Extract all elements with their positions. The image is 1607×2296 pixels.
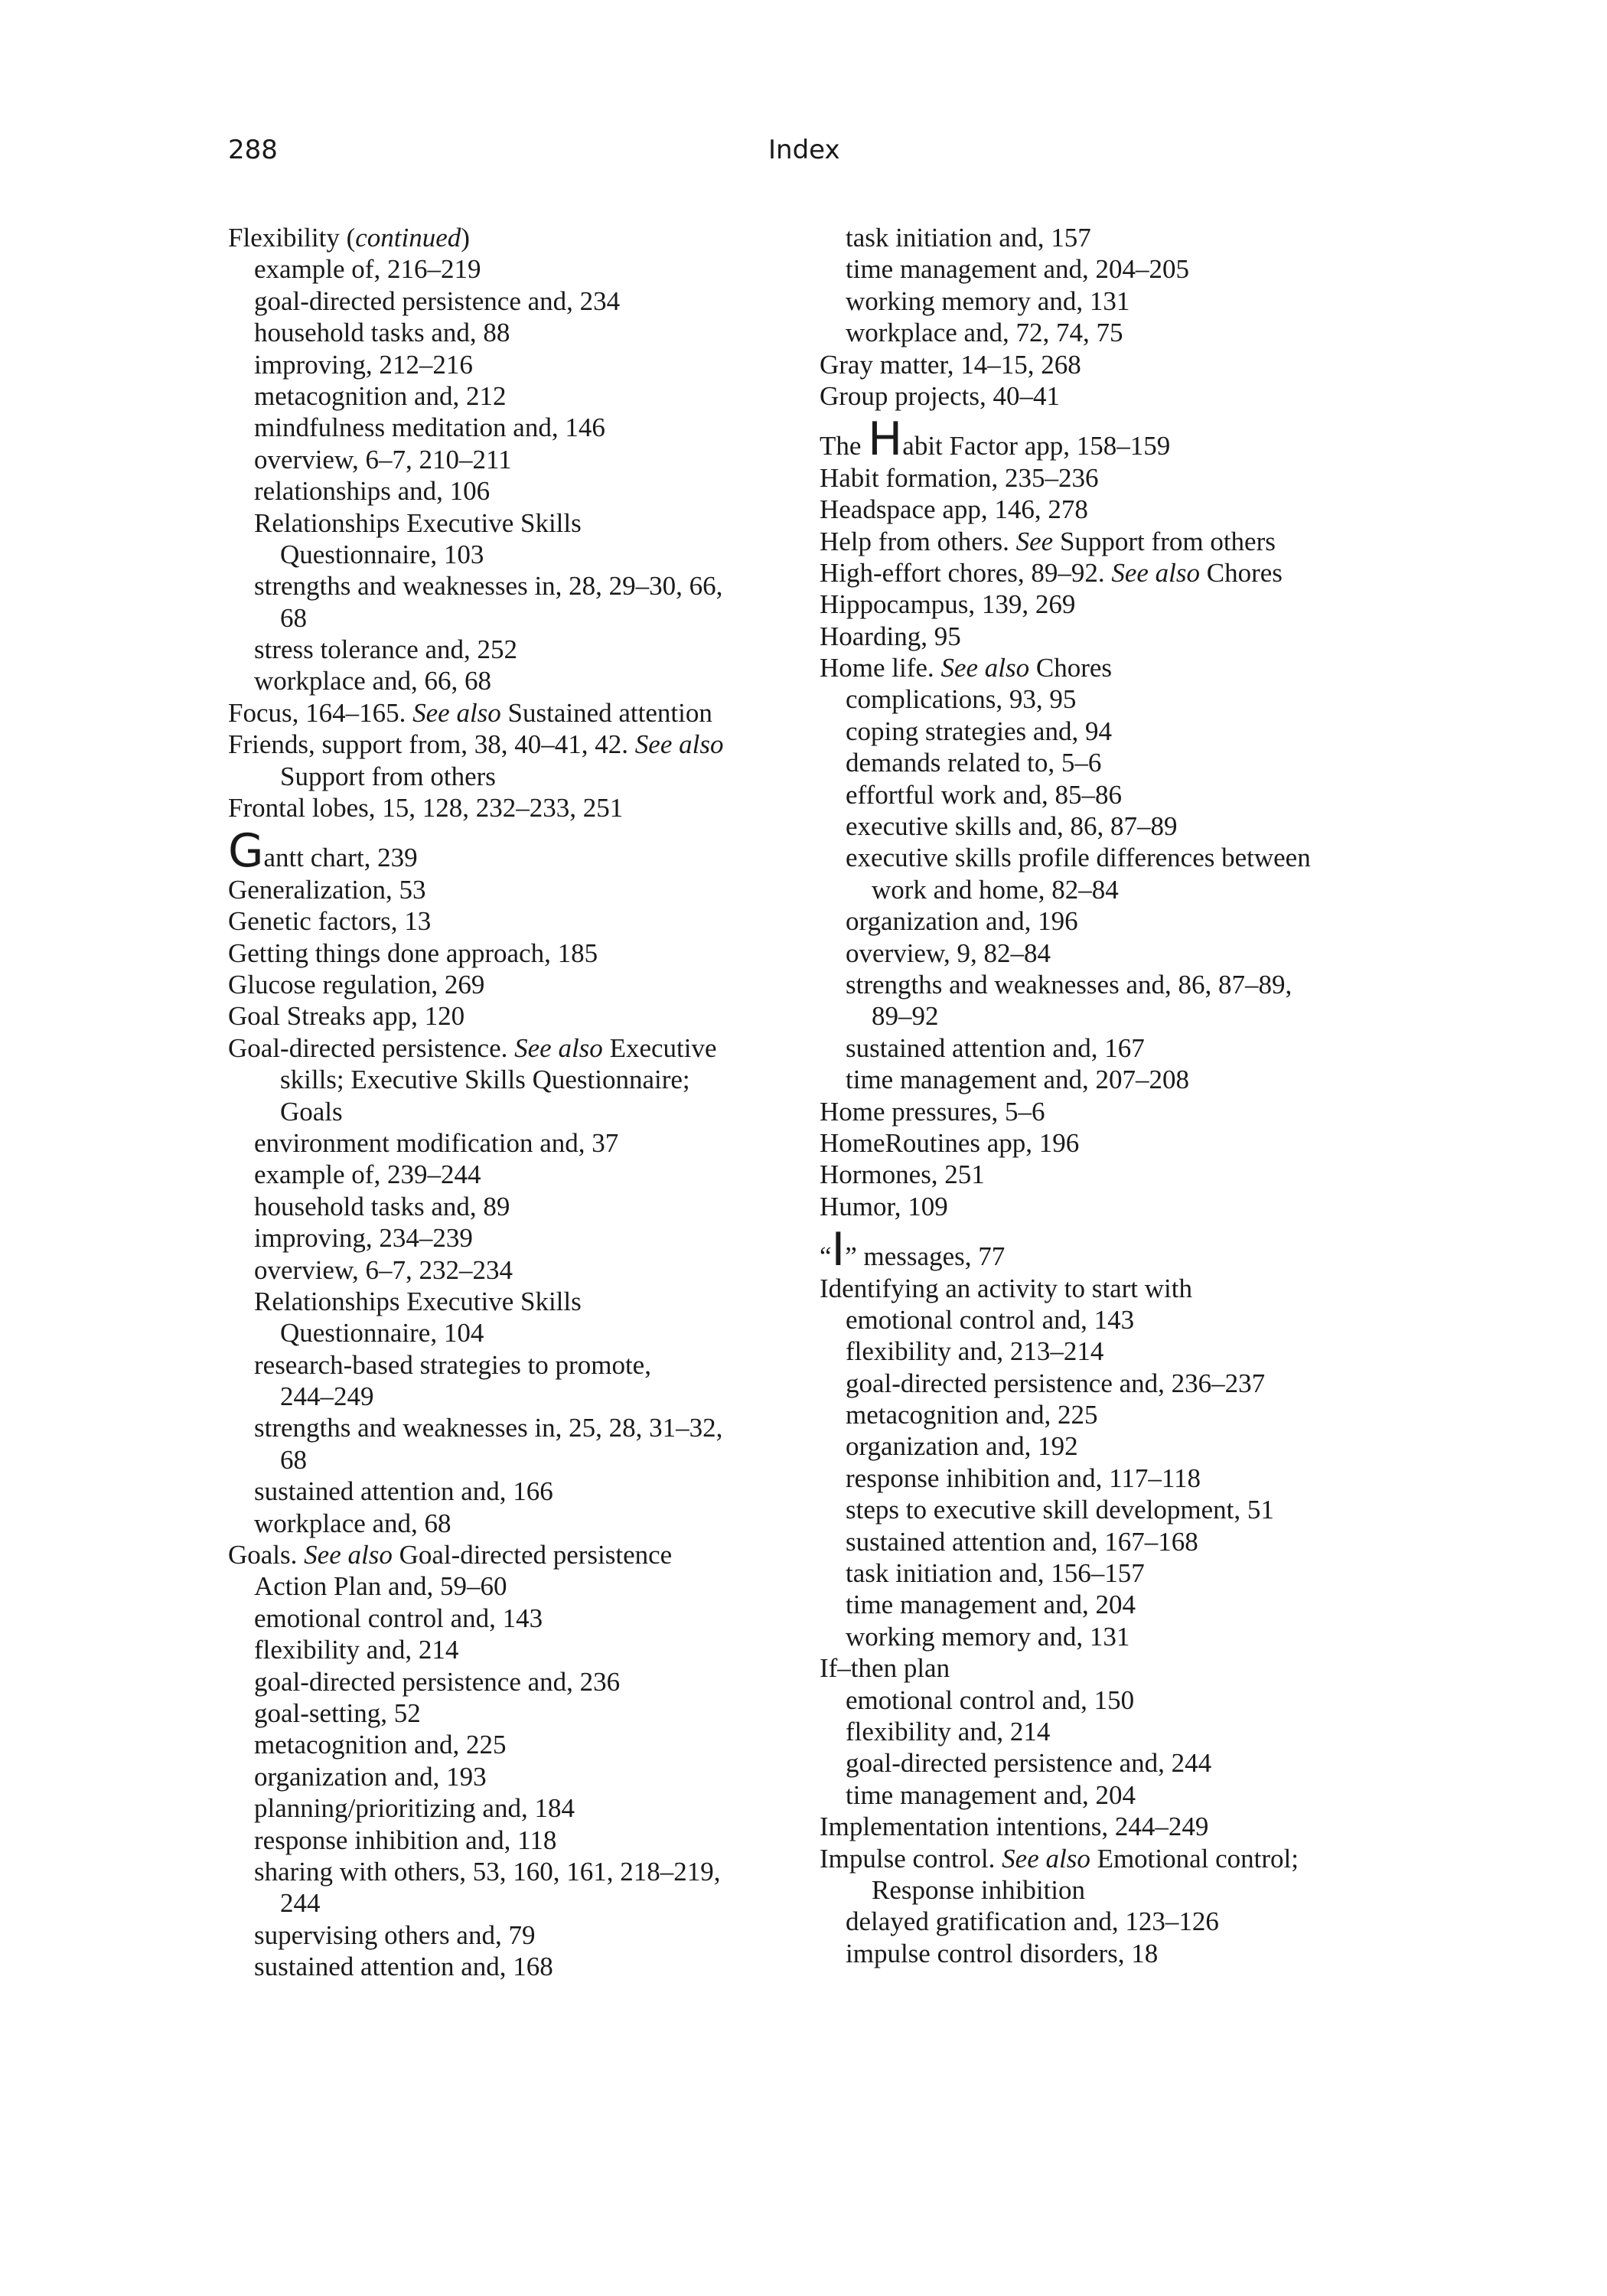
index-entry	[820, 557, 1311, 589]
entry-text: overview, 6–7, 210–211	[254, 444, 512, 475]
entry-text: goal-directed persistence and, 236–237	[846, 1368, 1266, 1398]
index-subentry	[228, 1603, 723, 1634]
index-subentry	[820, 938, 1311, 969]
entry-text: impulse control disorders, 18	[846, 1938, 1159, 1968]
index-continuation	[228, 1096, 723, 1127]
index-subentry	[228, 507, 723, 539]
index-subentry	[228, 1222, 723, 1254]
entry-text: executive skills and, 86, 87–89	[846, 811, 1178, 842]
index-subentry	[820, 810, 1311, 842]
index-entry	[228, 969, 723, 1000]
index-subentry	[228, 444, 723, 475]
entry-text: Sustained attention	[500, 697, 712, 728]
index-entry	[228, 874, 723, 905]
entry-text: Support from others	[280, 761, 496, 791]
index-subentry	[820, 1304, 1311, 1336]
index-subentry	[820, 1938, 1311, 1969]
entry-text: Chores	[1200, 557, 1283, 588]
index-subentry	[820, 842, 1311, 873]
entry-text: abit Factor app, 158–159	[902, 431, 1171, 461]
entry-text: Hippocampus, 139, 269	[820, 589, 1076, 620]
entry-text: Generalization, 53	[228, 874, 426, 905]
index-continuation	[228, 1064, 723, 1095]
entry-text: Goal-directed persistence.	[228, 1032, 515, 1063]
section-gap	[820, 1222, 1311, 1241]
entry-text: goal-directed persistence and, 236	[254, 1666, 621, 1697]
entry-text: organization and, 196	[846, 906, 1078, 937]
entry-text: Hoarding, 95	[820, 621, 961, 651]
index-subentry	[228, 1191, 723, 1222]
entry-text: 244–249	[280, 1381, 374, 1412]
entry-text: environment modification and, 37	[254, 1127, 619, 1158]
entry-text: task initiation and, 157	[846, 223, 1091, 253]
section-letter: I	[831, 1223, 846, 1277]
index-subentry	[820, 285, 1311, 317]
index-subentry	[228, 475, 723, 507]
entry-text: Hormones, 251	[820, 1159, 985, 1190]
entry-text: Action Plan and, 59–60	[254, 1571, 507, 1602]
entry-text: 89–92	[872, 1001, 939, 1032]
entry-text: flexibility and, 214	[254, 1635, 459, 1665]
index-subentry	[820, 1430, 1311, 1462]
entry-text: skills; Executive Skills Questionnaire;	[280, 1065, 690, 1095]
entry-text: goal-directed persistence and, 244	[846, 1748, 1212, 1779]
index-subentry	[228, 1127, 723, 1159]
index-subentry	[228, 1159, 723, 1190]
cross-reference-label: See also	[634, 729, 724, 760]
index-column-right	[820, 222, 1311, 1969]
index-subentry	[820, 747, 1311, 778]
entry-text: Support from others	[1053, 526, 1276, 556]
entry-text: High-effort chores, 89–92.	[820, 557, 1112, 588]
index-subentry	[228, 570, 723, 602]
index-entry	[228, 1000, 723, 1032]
entry-text: improving, 212–216	[254, 349, 473, 380]
section-letter: H	[868, 413, 903, 467]
index-subentry	[228, 1412, 723, 1443]
index-entry	[820, 1096, 1311, 1127]
entry-text: Genetic factors, 13	[228, 906, 432, 937]
cross-reference-label: See also	[412, 697, 501, 728]
index-subentry	[820, 1032, 1311, 1064]
entry-text: Executive	[602, 1032, 717, 1063]
entry-prefix: The	[820, 431, 869, 461]
index-subentry	[820, 969, 1311, 1000]
entry-text: Goals.	[228, 1540, 305, 1570]
entry-text: Questionnaire, 103	[280, 539, 484, 569]
entry-text: strengths and weaknesses in, 25, 28, 31–32,	[254, 1413, 723, 1443]
index-subentry	[228, 1254, 723, 1286]
entry-text: flexibility and, 213–214	[846, 1336, 1104, 1367]
entry-text: Help from others.	[820, 526, 1016, 556]
index-subentry	[228, 1761, 723, 1792]
entry-text: supervising others and, 79	[254, 1919, 536, 1950]
entry-text: emotional control and, 143	[254, 1603, 543, 1633]
entry-text: Focus, 164–165.	[228, 697, 413, 728]
entry-text: response inhibition and, 118	[254, 1825, 557, 1855]
index-continuation	[820, 1874, 1311, 1906]
entry-text: Headspace app, 146, 278	[820, 494, 1088, 525]
index-entry	[820, 380, 1311, 412]
cross-reference-label: See also	[304, 1540, 393, 1570]
entry-text: Goal-directed persistence	[392, 1540, 673, 1570]
section-letter: G	[228, 824, 264, 879]
index-subentry	[228, 1792, 723, 1824]
index-subentry	[820, 222, 1311, 253]
entry-text: time management and, 204	[846, 1590, 1136, 1620]
entry-text: Goal Streaks app, 120	[228, 1001, 465, 1032]
index-subentry	[228, 1951, 723, 1982]
index-subentry	[228, 1729, 723, 1760]
entry-text: Identifying an activity to start with	[820, 1273, 1192, 1303]
index-subentry	[820, 1684, 1311, 1716]
entry-text: stress tolerance and, 252	[254, 634, 518, 665]
index-entry	[820, 494, 1311, 525]
entry-text: Implementation intentions, 244–249	[820, 1812, 1209, 1842]
section-gap	[228, 823, 723, 842]
running-header-title: Index	[768, 135, 840, 165]
entry-suffix: ”	[845, 1241, 857, 1272]
page-number: 288	[228, 135, 278, 165]
index-subentry	[228, 1919, 723, 1951]
index-entry	[820, 1811, 1311, 1842]
cross-reference-label: See also	[940, 653, 1030, 683]
index-subentry	[820, 1494, 1311, 1525]
index-entry	[228, 1032, 723, 1064]
entry-text: metacognition and, 212	[254, 380, 507, 411]
entry-text: sharing with others, 53, 160, 161, 218–219,	[254, 1856, 721, 1887]
entry-text: time management and, 207–208	[846, 1065, 1190, 1095]
index-entry	[820, 589, 1311, 620]
entry-text: If–then plan	[820, 1653, 950, 1684]
entry-text: workplace and, 66, 68	[254, 666, 492, 696]
cross-reference-label: See also	[1111, 557, 1201, 588]
entry-text: mindfulness meditation and, 146	[254, 413, 605, 443]
entry-text: improving, 234–239	[254, 1223, 473, 1254]
index-subentry	[820, 1336, 1311, 1367]
entry-text: example of, 216–219	[254, 254, 481, 285]
index-subentry	[820, 1589, 1311, 1620]
index-entry	[820, 1843, 1311, 1874]
entry-text: Home pressures, 5–6	[820, 1096, 1045, 1127]
entry-text: response inhibition and, 117–118	[846, 1463, 1201, 1493]
index-subentry	[820, 1399, 1311, 1430]
index-continuation	[820, 874, 1311, 905]
entry-text: Questionnaire, 104	[280, 1318, 484, 1349]
entry-text: flexibility and, 214	[846, 1716, 1051, 1746]
entry-text: coping strategies and, 94	[846, 716, 1112, 746]
index-subentry	[228, 1508, 723, 1539]
entry-text: Frontal lobes, 15, 128, 232–233, 251	[228, 793, 624, 823]
index-entry	[820, 621, 1311, 652]
entry-text: Chores	[1029, 653, 1113, 683]
index-continuation	[228, 1317, 723, 1349]
index-entry	[228, 729, 723, 760]
entry-text: time management and, 204	[846, 1779, 1136, 1810]
entry-text: Group projects, 40–41	[820, 380, 1060, 411]
index-subentry	[228, 1825, 723, 1856]
entry-text: example of, 239–244	[254, 1159, 481, 1190]
index-continuation	[228, 1381, 723, 1412]
entry-text: Habit formation, 235–236	[820, 462, 1099, 493]
entry-text: Emotional control;	[1090, 1843, 1299, 1874]
index-subentry	[820, 1557, 1311, 1589]
entry-text: goal-setting, 52	[254, 1698, 421, 1728]
index-entry	[820, 652, 1311, 683]
entry-text: metacognition and, 225	[254, 1730, 507, 1760]
entry-text: effortful work and, 85–86	[846, 779, 1122, 810]
index-entry	[228, 222, 723, 253]
entry-text: messages, 77	[856, 1241, 1006, 1272]
entry-text: Relationships Executive Skills	[254, 507, 582, 538]
index-subentry	[228, 1286, 723, 1317]
index-subentry	[820, 317, 1311, 348]
index-subentry	[820, 1747, 1311, 1779]
entry-text: HomeRoutines app, 196	[820, 1127, 1080, 1158]
entry-text: workplace and, 68	[254, 1508, 451, 1538]
index-subentry	[820, 1064, 1311, 1095]
cross-reference-label: continued	[355, 223, 461, 253]
index-subentry	[228, 285, 723, 317]
entry-text: household tasks and, 88	[254, 318, 510, 348]
index-entry	[228, 938, 723, 969]
entry-text: 68	[280, 602, 307, 633]
index-entry	[228, 905, 723, 937]
entry-text: overview, 6–7, 232–234	[254, 1254, 513, 1285]
entry-text: Friends, support from, 38, 40–41, 42.	[228, 729, 635, 760]
index-subentry	[228, 317, 723, 348]
entry-text: sustained attention and, 166	[254, 1476, 553, 1507]
index-subentry	[228, 1856, 723, 1887]
entry-text: Glucose regulation, 269	[228, 969, 485, 1000]
index-subentry	[820, 1621, 1311, 1652]
index-continuation	[228, 761, 723, 792]
index-subentry	[228, 1634, 723, 1665]
index-subentry	[228, 380, 723, 412]
entry-text: task initiation and, 156–157	[846, 1558, 1145, 1589]
index-subentry	[228, 349, 723, 380]
index-entry	[228, 697, 723, 729]
index-subentry	[228, 1570, 723, 1602]
entry-text: antt chart, 239	[263, 843, 418, 873]
entry-text: time management and, 204–205	[846, 254, 1190, 285]
entry-text: household tasks and, 89	[254, 1191, 510, 1221]
index-entry	[228, 824, 723, 879]
index-subentry	[228, 634, 723, 665]
entry-text: working memory and, 131	[846, 1621, 1130, 1652]
entry-text: Response inhibition	[872, 1874, 1086, 1905]
index-subentry	[228, 1698, 723, 1729]
entry-text: Home life.	[820, 653, 941, 683]
index-continuation	[228, 1887, 723, 1919]
index-entry	[820, 1159, 1311, 1190]
entry-text: work and home, 82–84	[872, 874, 1119, 905]
index-entry	[820, 1273, 1311, 1304]
entry-text: demands related to, 5–6	[846, 748, 1102, 778]
index-entry	[820, 1223, 1311, 1277]
entry-text: executive skills profile differences between	[846, 843, 1311, 873]
entry-text: strengths and weaknesses in, 28, 29–30, 66,	[254, 571, 723, 602]
entry-text: workplace and, 72, 74, 75	[846, 318, 1123, 348]
index-entry	[820, 1127, 1311, 1159]
entry-text: research-based strategies to promote,	[254, 1349, 651, 1380]
index-subentry	[820, 1368, 1311, 1399]
index-entry	[820, 349, 1311, 380]
index-continuation	[228, 539, 723, 570]
index-subentry	[228, 1666, 723, 1698]
index-subentry	[228, 1476, 723, 1507]
entry-text: Getting things done approach, 185	[228, 938, 598, 968]
entry-text: overview, 9, 82–84	[846, 938, 1051, 968]
index-subentry	[228, 412, 723, 443]
index-subentry	[820, 1526, 1311, 1557]
entry-text: 68	[280, 1444, 307, 1475]
entry-text: strengths and weaknesses and, 86, 87–89,	[846, 969, 1292, 1000]
entry-text: Impulse control.	[820, 1843, 1002, 1874]
entry-text: organization and, 193	[254, 1761, 487, 1792]
index-entry	[228, 1539, 723, 1570]
cross-reference-label: See also	[514, 1032, 603, 1063]
entry-text: steps to executive skill development, 51	[846, 1495, 1274, 1525]
cross-reference-label: See	[1015, 526, 1054, 556]
entry-text: Gray matter, 14–15, 268	[820, 349, 1081, 380]
entry-text: sustained attention and, 168	[254, 1952, 553, 1982]
entry-text: emotional control and, 143	[846, 1304, 1135, 1335]
index-subentry	[820, 905, 1311, 937]
entry-text: goal-directed persistence and, 234	[254, 285, 621, 316]
entry-text: complications, 93, 95	[846, 684, 1077, 715]
index-entry	[820, 413, 1311, 467]
entry-text: )	[461, 223, 470, 253]
entry-text: metacognition and, 225	[846, 1400, 1098, 1430]
entry-text: Relationships Executive Skills	[254, 1286, 582, 1316]
entry-text: 244	[280, 1888, 321, 1919]
index-subentry	[820, 1906, 1311, 1937]
index-continuation	[228, 602, 723, 634]
index-entry	[228, 792, 723, 823]
entry-prefix: “	[820, 1241, 832, 1272]
entry-text: sustained attention and, 167	[846, 1032, 1145, 1063]
index-subentry	[820, 1779, 1311, 1811]
index-continuation	[228, 1444, 723, 1476]
entry-text: Flexibility (	[228, 223, 356, 253]
index-subentry	[228, 665, 723, 696]
index-continuation	[820, 1000, 1311, 1032]
entry-text: Humor, 109	[820, 1191, 948, 1221]
index-subentry	[820, 1716, 1311, 1747]
entry-text: delayed gratification and, 123–126	[846, 1906, 1219, 1937]
index-entry	[820, 526, 1311, 557]
index-subentry	[228, 1349, 723, 1381]
index-column-left	[228, 222, 723, 1982]
entry-text: Goals	[280, 1096, 343, 1127]
index-subentry	[820, 716, 1311, 747]
index-subentry	[820, 683, 1311, 715]
index-entry	[820, 1652, 1311, 1684]
entry-text: emotional control and, 150	[846, 1684, 1135, 1715]
cross-reference-label: See also	[1002, 1843, 1090, 1874]
entry-text: working memory and, 131	[846, 285, 1130, 316]
index-entry	[820, 1191, 1311, 1222]
index-subentry	[820, 253, 1311, 285]
index-entry	[820, 462, 1311, 494]
entry-text: organization and, 192	[846, 1431, 1078, 1462]
entry-text: sustained attention and, 167–168	[846, 1526, 1198, 1557]
entry-text: relationships and, 106	[254, 476, 491, 507]
index-subentry	[228, 253, 723, 285]
index-subentry	[820, 1463, 1311, 1494]
entry-text: planning/prioritizing and, 184	[254, 1793, 575, 1824]
index-subentry	[820, 779, 1311, 810]
